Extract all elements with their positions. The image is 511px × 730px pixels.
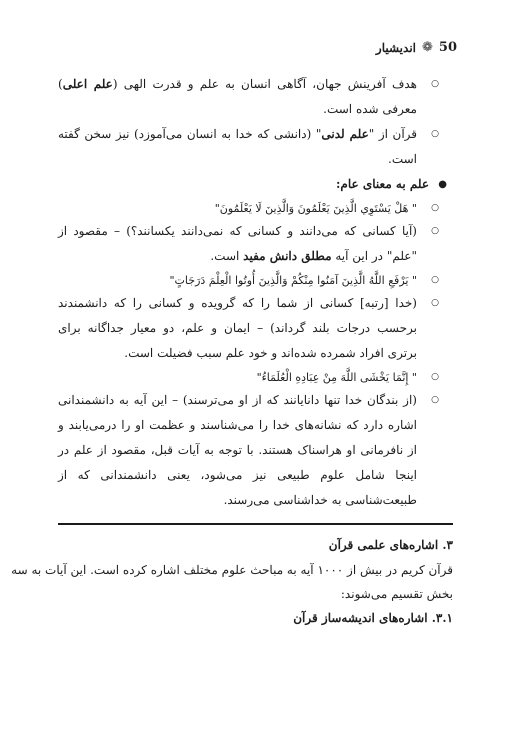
hollow-bullet-icon: ○ xyxy=(431,79,439,89)
hollow-bullet-icon: ○ xyxy=(431,275,439,285)
section-heading-general: ● علم به معنای عام: xyxy=(58,172,453,197)
subsection-heading: ۳.۱. اشاره‌های اندیشه‌ساز قرآن xyxy=(293,611,453,625)
hollow-bullet-icon: ○ xyxy=(431,395,439,405)
list-item-continuation: برحسب درجات بلند گرداند) – ایمان و علم، دو معیار جداگانه برای xyxy=(58,321,417,335)
ornament-icon: ❁ xyxy=(422,40,433,55)
bold-term: مطلق دانش مفید xyxy=(243,249,332,263)
list-item-verse: ○ " إِنَّمَا يَخْشَى اللَّهَ مِنْ عِبَادِهِ الْعُلَمَاءُ" xyxy=(58,366,453,388)
list-item-continuation: است. xyxy=(388,152,417,166)
list-item-continuation: طبیعت‌شناسی به خداشناسی می‌رسند. xyxy=(223,493,417,507)
running-title: اندیشیار xyxy=(375,40,416,55)
hollow-bullet-icon: ○ xyxy=(431,298,439,308)
list-item-verse: ○ " يَرْفَعِ اللَّهُ الَّذِينَ آمَنُوا مِنْكُمْ وَالَّذِينَ أُوتُوا الْعِلْمَ دَرَجَاتٍ" xyxy=(58,269,453,291)
list-item-continuation: اینجا شامل علوم طبیعی نیز می‌شود، یعنی دانشمندانی که از xyxy=(58,468,417,482)
list-item-continuation: اشاره دارد که نشانه‌های خدا را می‌شناسند و عظمت او را درمی‌یابند و xyxy=(58,418,417,432)
page-number: 50 xyxy=(438,40,457,55)
hollow-bullet-icon: ○ xyxy=(431,129,439,139)
paragraph-line: بخش تقسیم می‌شوند: xyxy=(340,587,453,601)
list-item-continuation: "علم" در این آیه مطلق دانش مفید است. xyxy=(210,249,417,263)
list-item-continuation: برتری افراد شمرده شده‌اند و خود علم سبب فضیلت است. xyxy=(124,346,417,360)
list-item: ○ (از بندگان خدا تنها دانایانند که از او می‌ترسند) – این آیه به دانشمندانی xyxy=(58,388,453,413)
page-header xyxy=(376,40,457,55)
page-body xyxy=(11,72,453,631)
list-item: ○ (خدا [رتبه] کسانی از شما را که گرویده و کسانی را که دانشمندند xyxy=(58,291,453,316)
paragraph-line: قرآن کریم در بیش از ۱۰۰۰ آیه به مباحث علوم مختلف اشاره کرده است. این آیات به سه xyxy=(11,563,453,577)
section-heading-3: ۳. اشاره‌های علمی قرآن xyxy=(328,538,453,552)
list-item: ○ (آیا کسانی که می‌دانند و کسانی که نمی‌دانند یکسانند؟) – مقصود از xyxy=(58,219,453,244)
filled-bullet-icon: ● xyxy=(438,179,447,190)
list-item: ○ هدف آفرینش جهان، آگاهی انسان به علم و قدرت الهی (علم اعلی) xyxy=(58,72,453,97)
list-item-verse: ○ " هَلْ يَسْتَوِي الَّذِينَ يَعْلَمُونَ وَالَّذِينَ لَا يَعْلَمُونَ" xyxy=(58,197,453,219)
hollow-bullet-icon: ○ xyxy=(431,226,439,236)
list-item: ○ قرآن از "علم لدنی" (دانشی که خدا به انسان می‌آموزد) نیز سخن گفته xyxy=(58,122,453,147)
hollow-bullet-icon: ○ xyxy=(431,203,439,213)
bold-term: علم لدنی xyxy=(321,127,369,141)
hollow-bullet-icon: ○ xyxy=(431,372,439,382)
section-divider xyxy=(58,523,453,525)
list-item-continuation: از نافرمانی او هراسناک هستند. با توجه به آیات قبل، مقصود از علم در xyxy=(58,443,417,457)
list-item-continuation: معرفی شده است. xyxy=(323,102,417,116)
bold-term: علم اعلی xyxy=(62,77,113,91)
